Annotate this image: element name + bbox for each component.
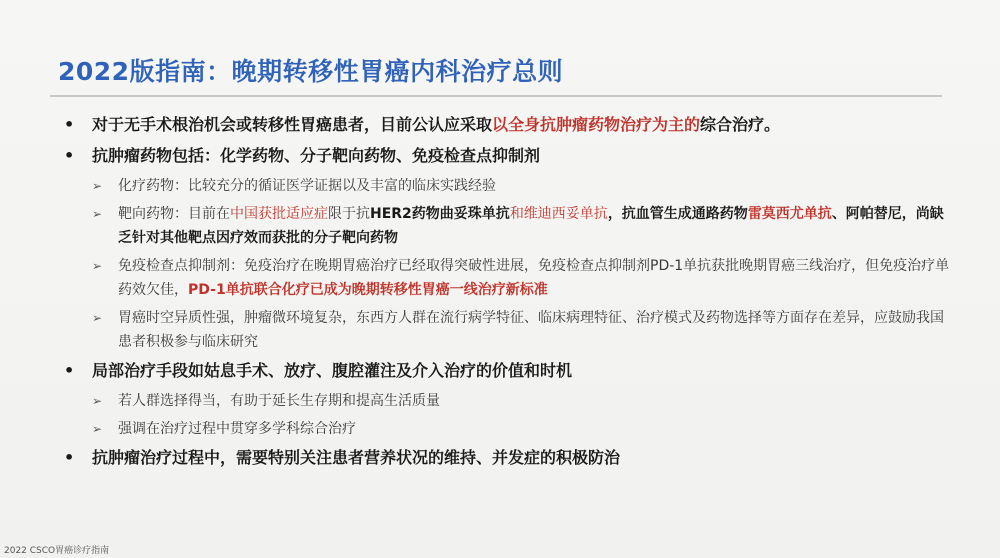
sub-bullet-text: 胃癌时空异质性强，肿瘤微环境复杂，东西方人群在流行病学特征、临床病理特征、治疗模式及药物选择等方面存在差异，应鼓励我国患者积极参与临床研究 <box>118 310 944 350</box>
sub-bullet-text: 限于抗 <box>328 206 370 222</box>
bullet-list <box>62 112 952 476</box>
bullet-item-2 <box>62 143 952 169</box>
sub-bullet-text: 化疗药物：比较充分的循证医学证据以及丰富的临床实践经验 <box>118 178 496 194</box>
bullet-item-1 <box>62 112 952 138</box>
highlight-bold-text: 雷莫西尤单抗 <box>747 206 832 222</box>
sub-bullet-mdt <box>62 417 952 441</box>
bullet-text: 对于无手术根治机会或转移性胃癌患者，目前公认应采取 <box>92 115 493 134</box>
sub-bullet-text: 若人群选择得当，有助于延长生存期和提高生活质量 <box>118 393 440 409</box>
title-divider <box>50 95 942 97</box>
arrow-bullet-icon: ➢ <box>92 259 103 273</box>
arrow-bullet-icon: ➢ <box>92 422 103 436</box>
bullet-text: 抗肿瘤药物包括：化学药物、分子靶向药物、免疫检查点抑制剂 <box>92 146 541 165</box>
sub-bullet-chemo <box>62 174 952 198</box>
bullet-dot-icon: • <box>64 146 75 165</box>
bullet-text: 局部治疗手段如姑息手术、放疗、腹腔灌注及介入治疗的价值和时机 <box>92 361 573 380</box>
bullet-text: 综合治疗。 <box>700 115 781 134</box>
bullet-dot-icon: • <box>64 115 75 134</box>
highlight-text: 中国获批适应症 <box>230 206 328 222</box>
slide-title: 2022版指南：晚期转移性胃癌内科治疗总则 <box>58 57 564 86</box>
slide-footer: 2022 CSCO胃癌诊疗指南 <box>4 546 110 556</box>
sub-bullet-heterogeneity <box>62 306 952 354</box>
sub-bullet-targeted <box>62 202 952 250</box>
bullet-dot-icon: • <box>64 448 75 467</box>
bullet-dot-icon: • <box>64 361 75 380</box>
arrow-bullet-icon: ➢ <box>92 394 103 408</box>
sub-bullet-immunotherapy <box>62 254 952 302</box>
bold-text: 、阿帕替尼，尚缺乏针对其他靶点因疗效而获批的分子靶向药物 <box>118 206 944 246</box>
highlight-bold-text: PD-1单抗联合化疗已成为晚期转移性胃癌一线治疗新标准 <box>188 282 548 298</box>
highlight-text: 和维迪西妥单抗 <box>509 206 608 222</box>
arrow-bullet-icon: ➢ <box>92 179 103 193</box>
bold-text: HER2药物曲妥珠单抗 <box>370 206 510 222</box>
sub-bullet-text: 强调在治疗过程中贯穿多学科综合治疗 <box>118 421 356 437</box>
bullet-item-3 <box>62 358 952 384</box>
sub-bullet-text: 靶向药物：目前在 <box>118 206 230 222</box>
sub-bullet-text: 免疫检查点抑制剂：免疫治疗在晚期胃癌治疗已经取得突破性进展，免疫检查点抑制剂PD-1单抗获批晚期胃癌三线治疗，但免疫治疗单药效欠佳， <box>118 258 950 298</box>
bullet-text: 抗肿瘤治疗过程中，需要特别关注患者营养状况的维持、并发症的积极防治 <box>92 448 621 467</box>
sub-bullet-patient-selection <box>62 389 952 413</box>
bullet-item-4 <box>62 445 952 471</box>
arrow-bullet-icon: ➢ <box>92 311 103 325</box>
highlight-text: 以全身抗肿瘤药物治疗为主的 <box>492 115 701 134</box>
arrow-bullet-icon: ➢ <box>92 207 103 221</box>
bold-text: ，抗血管生成通路药物 <box>607 206 748 222</box>
